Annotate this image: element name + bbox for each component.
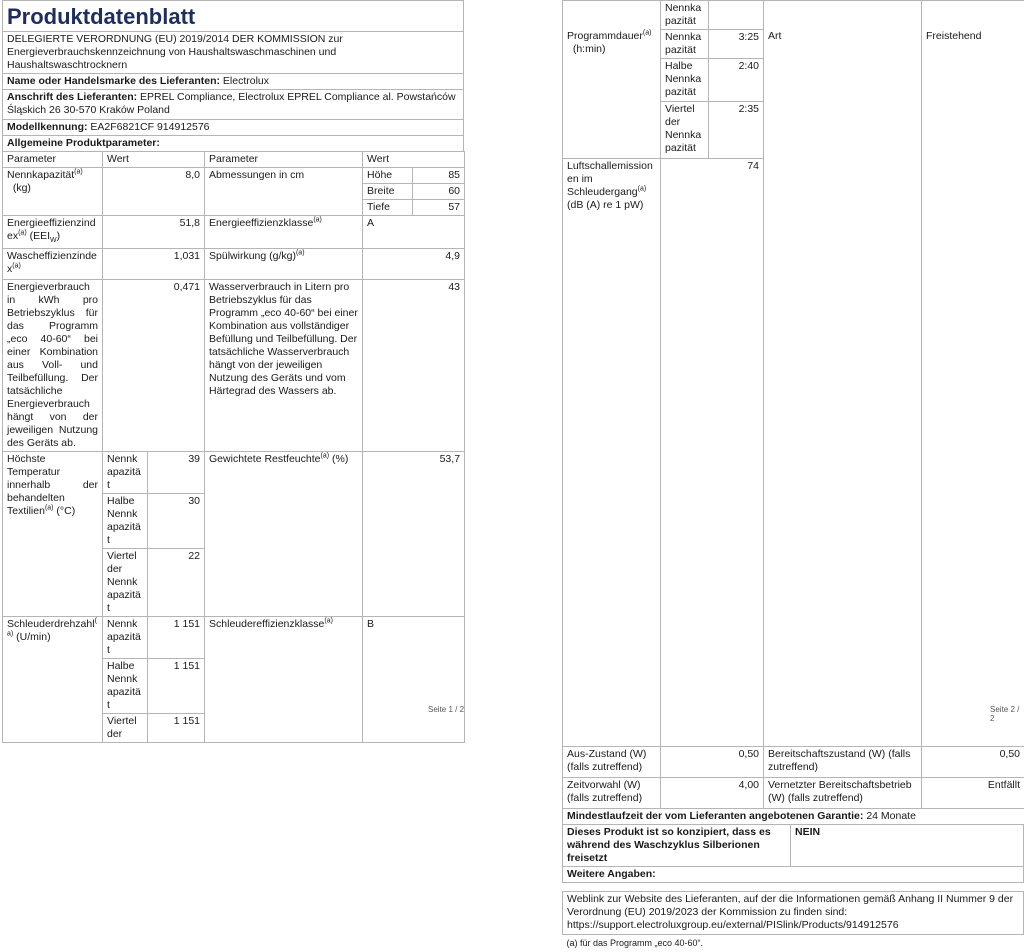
further-info-label: Weitere Angaben: [563, 867, 1024, 883]
duration-quarter-value: 2:35 [709, 102, 764, 159]
guarantee-row [563, 809, 1024, 825]
col-header-value: Wert [103, 152, 205, 168]
water-consumption-label: Wasserverbrauch in Litern pro Betriebszyklus für das Programm „eco 40-60“ bei einer Kombination aus vollständiger Befüllung und Teilbefüllung. Der tatsächliche Wasserverbrauch hängt von der jeweiligen Nutzung des Geräts und vom Härtegrad des Wassers ab. [205, 280, 363, 452]
noise-value: 74 [661, 159, 764, 747]
washing-index-value: 1,031 [103, 249, 205, 280]
col-header-parameter: Parameter [3, 152, 103, 168]
depth-value: 57 [413, 200, 465, 216]
page-2-footer: Seite 2 / 2 [990, 705, 1024, 723]
duration-half-value: 2:40 [709, 59, 764, 102]
silver-ions-value: NEIN [791, 825, 1024, 867]
eei-label: Energieeffizienzindex$^{(a)}$ $(EEI_W)$ [3, 216, 103, 249]
parameters-table-continued [562, 0, 1024, 825]
duration-rated-top-label: Nennkapazität [661, 1, 709, 30]
temp-rated-label: Nennkapazität [103, 452, 148, 494]
width-value: 60 [413, 184, 465, 200]
supplier-label: Name oder Handelsmarke des Lieferanten: [7, 75, 220, 87]
noise-label: Luftschallemissionen im Schleudergang$^{(a)}$ (dB (A) re 1 pW) [563, 159, 661, 747]
address-value: EPREL Compliance, Electrolux EPREL Compliance al. Powstańców Śląskich 26 30-570 Kraków Poland [7, 91, 456, 116]
duration-rated-top-value [709, 1, 764, 30]
weblink-table [562, 891, 1024, 952]
spin-half-value: 1 151 [148, 659, 205, 714]
energy-class-label: Energieeffizienzklasse$^{(a)}$ [205, 216, 363, 249]
address-label: Anschrift des Lieferanten: [7, 91, 137, 103]
eei-value: 51,8 [103, 216, 205, 249]
page-1-footer: Seite 1 / 2 [428, 705, 464, 714]
duration-rated-value: 3:25 [709, 30, 764, 59]
guarantee-label: Mindestlaufzeit der vom Lieferanten angebotenen Garantie: [567, 810, 863, 822]
rinsing-label: Spülwirkung $(g/kg)^{(a)}$ [205, 249, 363, 280]
supplier-row [3, 74, 464, 90]
parameters-table [2, 151, 465, 743]
standby-value: 0,50 [922, 747, 1024, 778]
energy-consumption-label: Energieverbrauch in kWh pro Betriebszyklus für das Programm „eco 40-60“ bei einer Kombination aus Voll- und Teilbefüllung. Der tatsächliche Energieverbrauch hängt von der jeweiligen Nutzung des Geräts ab. [3, 280, 103, 452]
off-mode-label: Aus-Zustand (W) (falls zutreffend) [563, 747, 661, 778]
water-consumption-value: 43 [363, 280, 465, 452]
networked-standby-label: Vernetzter Bereitschaftsbetrieb (W) (falls zutreffend) [764, 778, 922, 809]
rated-capacity-label: Nennkapazität$^{(a)}$ (kg) [3, 168, 103, 216]
rated-capacity-value: 8,0 [103, 168, 205, 216]
washing-index-label: Wascheffizienzindex$^{(a)}$ [3, 249, 103, 280]
duration-label: Programmdauer$^{(a)}$ (h:min) [563, 1, 661, 159]
address-row [3, 90, 464, 120]
silver-ions-label: Dieses Produkt ist so konzipiert, dass es während des Waschzyklus Silberionen freisetzt [563, 825, 791, 867]
temp-half-label: Halbe Nennkapazität [103, 494, 148, 549]
page-2 [562, 0, 1024, 952]
residual-moisture-label: Gewichtete Restfeuchte$^{(a)}$ (%) [205, 452, 363, 617]
delay-start-label: Zeitvorwahl (W) (falls zutreffend) [563, 778, 661, 809]
temp-rated-value: 39 [148, 452, 205, 494]
model-value: EA2F6821CF 914912576 [90, 121, 209, 133]
spin-class-value: B [363, 617, 465, 743]
temp-quarter-value: 22 [148, 549, 205, 617]
spin-half-label: Halbe Nennkapazität [103, 659, 148, 714]
model-row [3, 120, 464, 136]
col-header-parameter: Parameter [205, 152, 363, 168]
spin-quarter-label: Viertel der [103, 714, 148, 743]
spin-class-label: Schleudereffizienzklasse$^{(a)}$ [205, 617, 363, 743]
model-label: Modellkennung: [7, 121, 88, 133]
residual-moisture-value: 53,7 [363, 452, 465, 617]
off-mode-value: 0,50 [661, 747, 764, 778]
guarantee-value: 24 Monate [866, 810, 916, 822]
energy-consumption-value: 0,471 [103, 280, 205, 452]
weblink-text: Weblink zur Website des Lieferanten, auf der die Informationen gemäß Anhang II Nummer 9 der Verordnung (EU) 2019/2023 der Kommission zu finden sind: https://support.electroluxgroup.eu/external/PISlink/Products/914912576 [563, 892, 1024, 935]
regulation-text: DELEGIERTE VERORDNUNG (EU) 2019/2014 DER KOMMISSION zur Energieverbrauchskennzeichnung von Haushaltswaschmaschinen und Haushaltswaschtrocknern [3, 32, 464, 74]
duration-rated-label: Nennkapazität [661, 30, 709, 59]
dimensions-label: Abmessungen in cm [205, 168, 363, 216]
delay-start-value: 4,00 [661, 778, 764, 809]
type-label: Art [764, 1, 922, 747]
spin-rated-label: Nennkapazität [103, 617, 148, 659]
spin-rated-value: 1 151 [148, 617, 205, 659]
general-parameters-label: Allgemeine Produktparameter: [3, 136, 464, 152]
supplier-value: Electrolux [223, 75, 269, 87]
silver-table [562, 824, 1024, 883]
networked-standby-value: Entfällt [922, 778, 1024, 809]
col-header-value: Wert [363, 152, 465, 168]
rinsing-value: 4,9 [363, 249, 465, 280]
max-temp-label: Höchste Temperatur innerhalb der behandelten Textilien$^{(a)}$ (°C) [3, 452, 103, 617]
temp-half-value: 30 [148, 494, 205, 549]
standby-label: Bereitschaftszustand (W) (falls zutreffend) [764, 747, 922, 778]
product-sheet-header [2, 0, 464, 152]
footnote: (a) für das Programm „eco 40-60“. [563, 935, 1024, 952]
depth-label: Tiefe [363, 200, 413, 216]
energy-class-value: A [363, 216, 465, 249]
spin-quarter-value: 1 151 [148, 714, 205, 743]
duration-half-label: Halbe Nennkapazität [661, 59, 709, 102]
page-1 [2, 0, 464, 743]
height-value: 85 [413, 168, 465, 184]
spin-speed-label: Schleuderdrehzahl$^{(a)}$ (U/min) [3, 617, 103, 743]
temp-quarter-label: Viertel der Nennkapazität [103, 549, 148, 617]
height-label: Höhe [363, 168, 413, 184]
width-label: Breite [363, 184, 413, 200]
duration-quarter-label: Viertel der Nennkapazität [661, 102, 709, 159]
type-value: Freistehend [922, 1, 1024, 747]
page-title: Produktdatenblatt [3, 1, 464, 32]
